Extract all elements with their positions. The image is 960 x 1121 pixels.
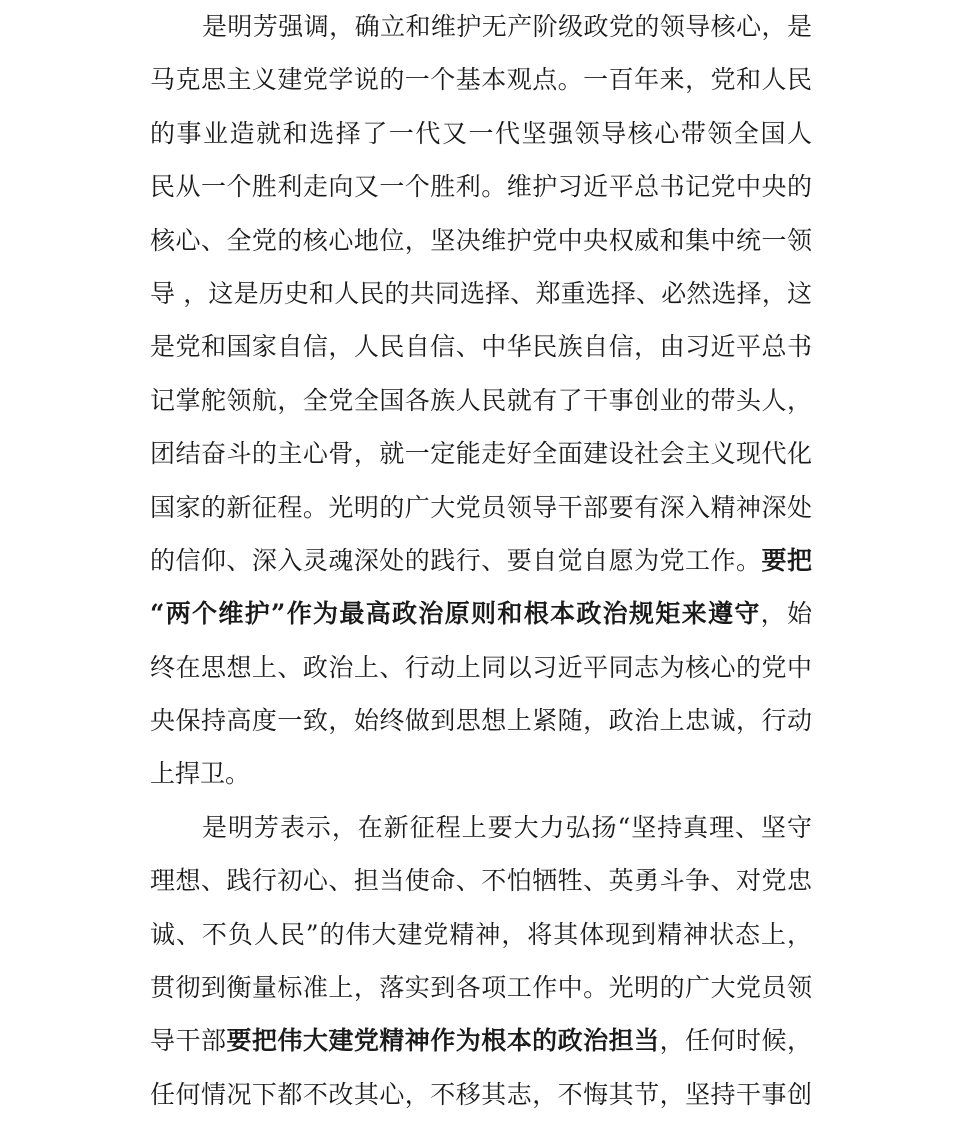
text-segment: 终在思想上、政治上、行动上同以习近平同志为核心的党中 xyxy=(150,652,812,682)
text-line xyxy=(150,961,812,1014)
text-line xyxy=(150,801,812,854)
text-segment: 民从一个胜利走向又一个胜利。维护习近平总书记党中央的 xyxy=(150,172,812,202)
text-segment: 核心、全党的核心地位，坚决维护党中央权威和集中统一领 xyxy=(150,225,812,255)
text-segment: 是党和国家自信，人民自信、中华民族自信，由习近平总书 xyxy=(150,332,812,362)
text-line xyxy=(150,587,812,640)
text-segment: 马克思主义建党学说的一个基本观点。一百年来，党和人民 xyxy=(150,65,812,95)
text-line xyxy=(150,107,812,160)
text-line xyxy=(150,854,812,907)
document-page xyxy=(150,0,812,1121)
text-segment: 导 ，这是历史和人民的共同选择、郑重选择、必然选择，这 xyxy=(150,278,812,308)
text-segment: 的信仰、深入灵魂深处的践行、要自觉自愿为党工作。 xyxy=(150,545,762,575)
text-line xyxy=(150,160,812,213)
text-segment: 上捍卫。 xyxy=(150,759,251,789)
text-segment: 任何情况下都不改其心，不移其志，不悔其节，坚持干事创 xyxy=(150,1079,812,1109)
text-segment: ，始 xyxy=(760,599,812,629)
text-line xyxy=(150,908,812,961)
bold-text-segment: 要把 xyxy=(761,545,812,575)
text-line xyxy=(150,1014,812,1067)
text-line xyxy=(150,1068,812,1121)
text-segment: 是明芳表示，在新征程上要大力弘扬“坚持真理、坚守 xyxy=(202,812,812,842)
text-line xyxy=(150,641,812,694)
text-line xyxy=(150,481,812,534)
text-segment: 诚、不负人民”的伟大建党精神，将其体现到精神状态上， xyxy=(150,919,812,949)
text-segment: 团结奋斗的主心骨，就一定能走好全面建设社会主义现代化 xyxy=(150,439,812,469)
text-segment: 国家的新征程。光明的广大党员领导干部要有深入精神深处 xyxy=(150,492,812,522)
text-segment: 央保持高度一致，始终做到思想上紧随，政治上忠诚，行动 xyxy=(150,706,812,736)
text-line xyxy=(150,0,812,53)
text-line xyxy=(150,267,812,320)
text-segment: 理想、践行初心、担当使命、不怕牺牲、英勇斗争、对党忠 xyxy=(150,866,812,896)
text-line xyxy=(150,747,812,800)
text-segment: 贯彻到衡量标准上，落实到各项工作中。光明的广大党员领 xyxy=(150,973,812,1003)
text-line xyxy=(150,427,812,480)
text-line xyxy=(150,320,812,373)
text-line xyxy=(150,214,812,267)
text-line xyxy=(150,694,812,747)
paragraph xyxy=(150,0,812,801)
text-line xyxy=(150,53,812,106)
text-segment: 的事业造就和选择了一代又一代坚强领导核心带领全国人 xyxy=(150,118,812,148)
text-segment: 记掌舵领航，全党全国各族人民就有了干事创业的带头人， xyxy=(150,385,812,415)
text-line xyxy=(150,374,812,427)
text-line xyxy=(150,534,812,587)
text-segment: 导干部 xyxy=(150,1026,227,1056)
text-segment: ，任何时候， xyxy=(659,1026,812,1056)
paragraph xyxy=(150,801,812,1121)
bold-text-segment: “两个维护”作为最高政治原则和根本政治规矩来遵守 xyxy=(150,599,761,629)
bold-text-segment: 要把伟大建党精神作为根本的政治担当 xyxy=(226,1026,660,1056)
text-segment: 是明芳强调，确立和维护无产阶级政党的领导核心，是 xyxy=(202,12,812,41)
